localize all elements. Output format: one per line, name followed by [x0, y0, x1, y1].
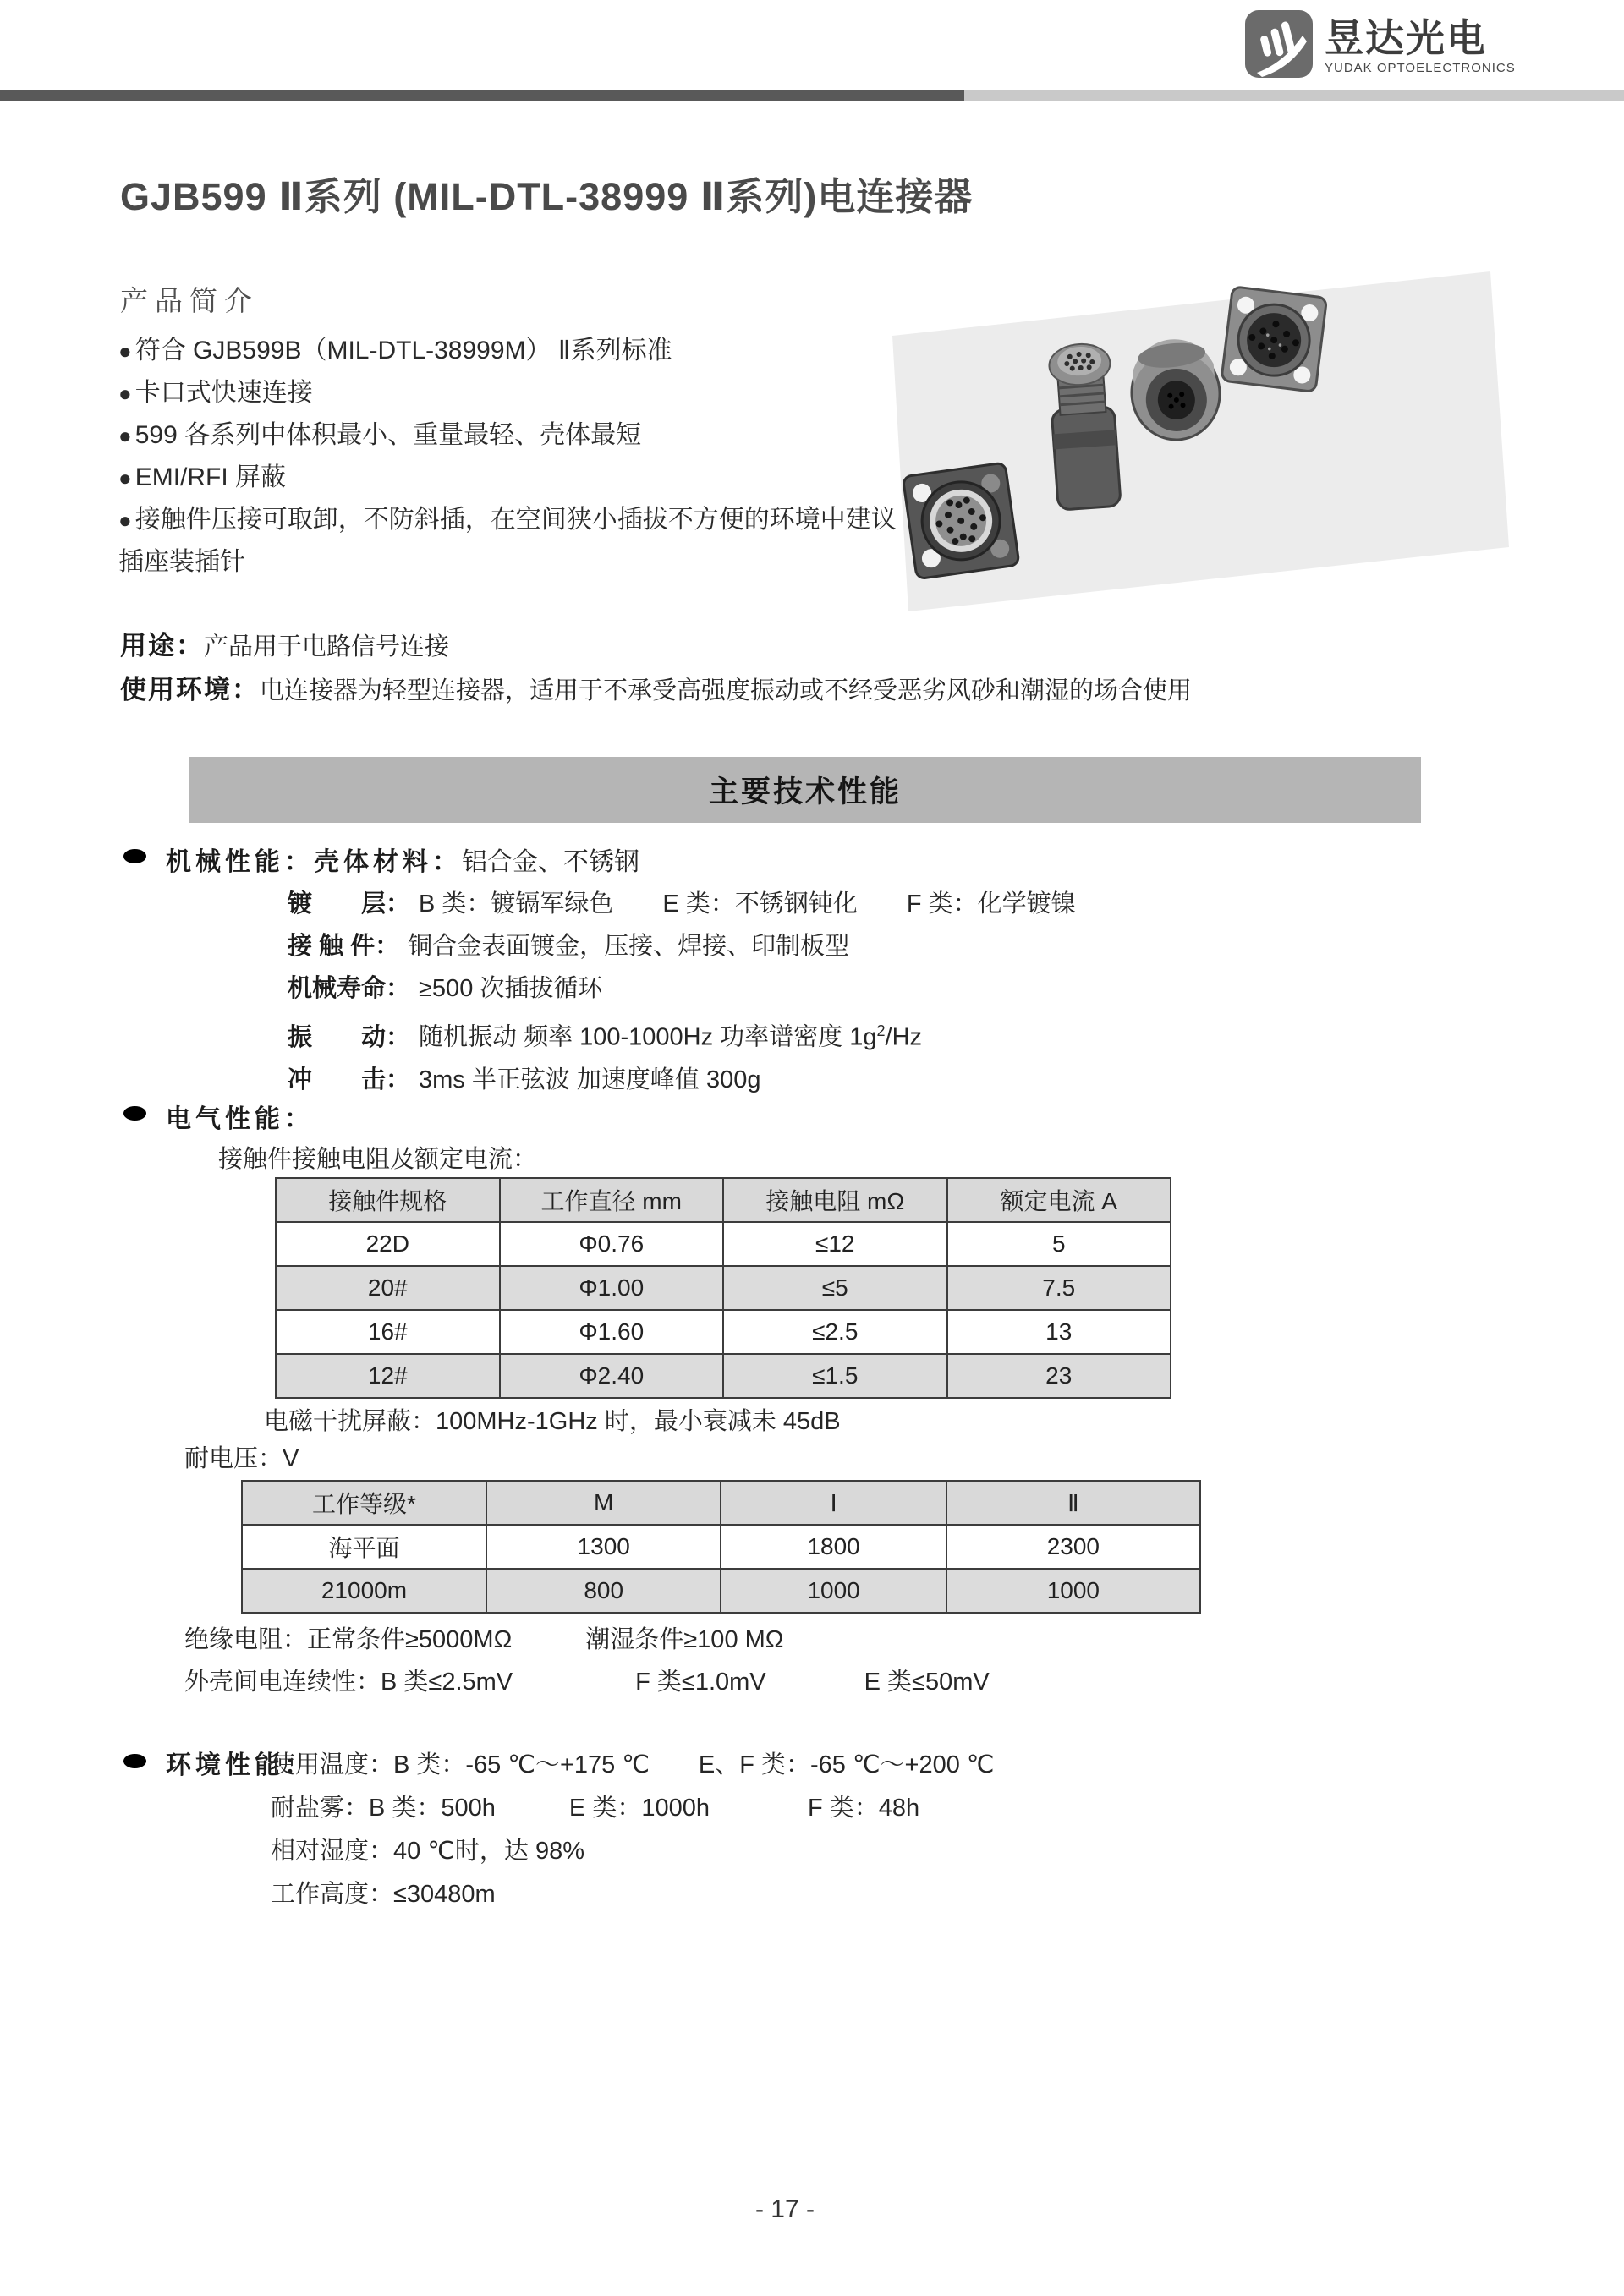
- table-cell: 800: [486, 1569, 721, 1613]
- product-photo: [888, 266, 1514, 613]
- bullet-icon: ●: [118, 465, 132, 490]
- shell-material-value: 铝合金、不锈钢: [462, 848, 639, 876]
- table-cell: 7.5: [947, 1266, 1171, 1310]
- environmental-label-text: 环境性能：: [166, 1751, 314, 1779]
- environmental-row: 耐盐雾：B 类：500h E 类：1000h F 类：48h: [271, 1795, 920, 1822]
- logo-text: [1325, 17, 1516, 75]
- contact-resistance-table: [275, 1177, 1171, 1399]
- bullet-icon: ●: [118, 507, 132, 533]
- environmental-row: 使用温度：B 类：-65 ℃～+175 ℃ E、F 类：-65 ℃～+200 ℃: [271, 1751, 995, 1778]
- mechanical-line1: [166, 841, 639, 878]
- environmental-detail-rows: [271, 1744, 995, 1916]
- table-cell: 22D: [276, 1222, 500, 1266]
- mechanical-row: [288, 967, 1076, 1010]
- table-row: [242, 1569, 1200, 1613]
- table-header-row: [242, 1481, 1200, 1525]
- table-cell: Φ1.60: [500, 1310, 724, 1354]
- table-row: [276, 1222, 1171, 1266]
- usage-text: 产品用于电路信号连接: [204, 633, 450, 660]
- row-label: 镀 层：: [288, 890, 411, 918]
- bullet-icon: ●: [118, 423, 132, 448]
- insulation-resistance-line: 绝缘电阻：正常条件≥5000MΩ 潮湿条件≥100 MΩ: [184, 1626, 784, 1653]
- intro-bullet-text: EMI/RFI 屏蔽: [134, 463, 287, 491]
- table-cell: 16#: [276, 1310, 500, 1354]
- connector-receptacle-large: [903, 463, 1019, 579]
- table-cell: 2300: [946, 1525, 1200, 1569]
- withstand-voltage-table: [241, 1480, 1201, 1614]
- table-row: [276, 1266, 1171, 1310]
- usage-line: [120, 624, 449, 662]
- intro-bullet: [118, 372, 922, 414]
- table-cell: 1000: [946, 1569, 1200, 1613]
- table-cell: Φ1.00: [500, 1266, 724, 1310]
- table-cell: 21000m: [242, 1569, 486, 1613]
- shell-material-label: 壳体材料：: [314, 848, 462, 876]
- bullet-icon: ●: [118, 381, 132, 406]
- intro-bullet-text: 接触件压接可取卸，不防斜插，在空间狭小插拔不方便的环境中建议: [134, 506, 897, 534]
- table-cell: 1800: [721, 1525, 946, 1569]
- table-cell: 1000: [721, 1569, 946, 1613]
- electrical-section-label: [166, 1098, 314, 1135]
- intro-bullet-continuation: 插座装插针: [118, 548, 245, 576]
- row-value-suffix: /Hz: [885, 1023, 923, 1051]
- row-label: 机械寿命：: [288, 975, 411, 1002]
- mechanical-row: [288, 883, 1076, 925]
- use-environment-label: 使用环境：: [120, 675, 260, 704]
- table-cell: 23: [947, 1354, 1171, 1398]
- connector-receptacle-small: [1221, 287, 1327, 392]
- section-bullet-icon: [123, 1754, 146, 1768]
- row-label: 冲 击：: [288, 1066, 411, 1093]
- header-rule-dark: [0, 90, 964, 101]
- table-cell: 12#: [276, 1354, 500, 1398]
- table-cell: 20#: [276, 1266, 500, 1310]
- mechanical-detail-rows: [288, 883, 1076, 1101]
- emc-shielding-line: 电磁干扰屏蔽：100MHz-1GHz 时，最小衰减未 45dB: [264, 1408, 841, 1435]
- table-cell: 工作直径 mm: [500, 1178, 724, 1222]
- row-label: 振 动：: [288, 1023, 411, 1051]
- intro-bullet: [118, 499, 922, 541]
- row-value: B 类：镀镉军绿色 E 类：不锈钢钝化 F 类：化学镀镍: [419, 890, 1076, 918]
- table-cell: 额定电流 A: [947, 1178, 1171, 1222]
- table-cell: 13: [947, 1310, 1171, 1354]
- row-value: ≥500 次插拔循环: [419, 975, 603, 1002]
- table-cell: Ⅰ: [721, 1481, 946, 1525]
- table-cell: 1300: [486, 1525, 721, 1569]
- table-cell: 海平面: [242, 1525, 486, 1569]
- header-rule-light: [964, 90, 1624, 101]
- usage-label: 用途：: [120, 631, 204, 660]
- intro-bullet-list: [118, 330, 922, 584]
- tech-section-heading: 主要技术性能: [189, 757, 1421, 823]
- table-cell: Φ0.76: [500, 1222, 724, 1266]
- row-value: 铜合金表面镀金，压接、焊接、印制板型: [408, 933, 850, 960]
- table-row: [276, 1310, 1171, 1354]
- table-cell: 接触件规格: [276, 1178, 500, 1222]
- table-cell: 工作等级*: [242, 1481, 486, 1525]
- intro-bullet: [118, 457, 922, 499]
- intro-bullet: [118, 330, 922, 372]
- page-title: GJB599 Ⅱ系列 (MIL-DTL-38999 Ⅱ系列)电连接器: [120, 175, 974, 218]
- shell-continuity-line: 外壳间电连续性：B 类≤2.5mV F 类≤1.0mV E 类≤50mV: [184, 1669, 990, 1696]
- page-number: - 17 -: [754, 2195, 815, 2223]
- table-cell: 接触电阻 mΩ: [723, 1178, 947, 1222]
- environmental-row: 相对湿度：40 ℃时，达 98%: [271, 1838, 584, 1865]
- table-cell: Ⅱ: [946, 1481, 1200, 1525]
- table-cell: ≤12: [723, 1222, 947, 1266]
- electrical-label-text: 电气性能：: [166, 1105, 314, 1133]
- table-row: [242, 1525, 1200, 1569]
- row-value-sup: 2: [876, 1022, 886, 1039]
- use-environment-line: [120, 668, 1192, 706]
- section-bullet-icon: [123, 849, 146, 863]
- intro-heading: 产品简介: [120, 285, 259, 316]
- table-row: [276, 1354, 1171, 1398]
- contact-table-intro: 接触件接触电阻及额定电流：: [218, 1146, 538, 1173]
- intro-bullet: [118, 414, 922, 457]
- table-cell: M: [486, 1481, 721, 1525]
- row-value: 3ms 半正弦波 加速度峰值 300g: [419, 1066, 761, 1093]
- intro-bullet-text: 卡口式快速连接: [134, 379, 313, 407]
- withstand-voltage-label: 耐电压：V: [184, 1445, 299, 1472]
- table-cell: 5: [947, 1222, 1171, 1266]
- table-cell: ≤2.5: [723, 1310, 947, 1354]
- row-label: 接 触 件：: [288, 933, 400, 960]
- logo-name-cn: 昱达光电: [1325, 16, 1487, 60]
- table-cell: Φ2.40: [500, 1354, 724, 1398]
- intro-bullet-text: 599 各系列中体积最小、重量最轻、壳体最短: [134, 421, 642, 449]
- row-value: 随机振动 频率 100-1000Hz 功率谱密度 1g: [419, 1023, 877, 1051]
- section-bullet-icon: [123, 1106, 146, 1121]
- connector-plug-threaded: [1047, 342, 1121, 510]
- environmental-row: 工作高度：≤30480m: [271, 1881, 496, 1908]
- intro-bullet-text: 符合 GJB599B（MIL-DTL-38999M） Ⅱ系列标准: [134, 337, 672, 364]
- mechanical-section-label: 机械性能：: [166, 848, 314, 876]
- table-cell: ≤1.5: [723, 1354, 947, 1398]
- logo-name-en: YUDAK OPTOELECTRONICS: [1325, 61, 1516, 75]
- use-environment-text: 电连接器为轻型连接器，适用于不承受高强度振动或不经受恶劣风砂和潮湿的场合使用: [260, 677, 1193, 704]
- bullet-icon: ●: [118, 338, 132, 364]
- table-cell: ≤5: [723, 1266, 947, 1310]
- logo-mark-icon: [1245, 10, 1313, 82]
- mechanical-row: [288, 1010, 1076, 1059]
- mechanical-row: [288, 1059, 1076, 1101]
- company-logo: [1245, 10, 1516, 82]
- table-header-row: [276, 1178, 1171, 1222]
- mechanical-row: [288, 925, 1076, 967]
